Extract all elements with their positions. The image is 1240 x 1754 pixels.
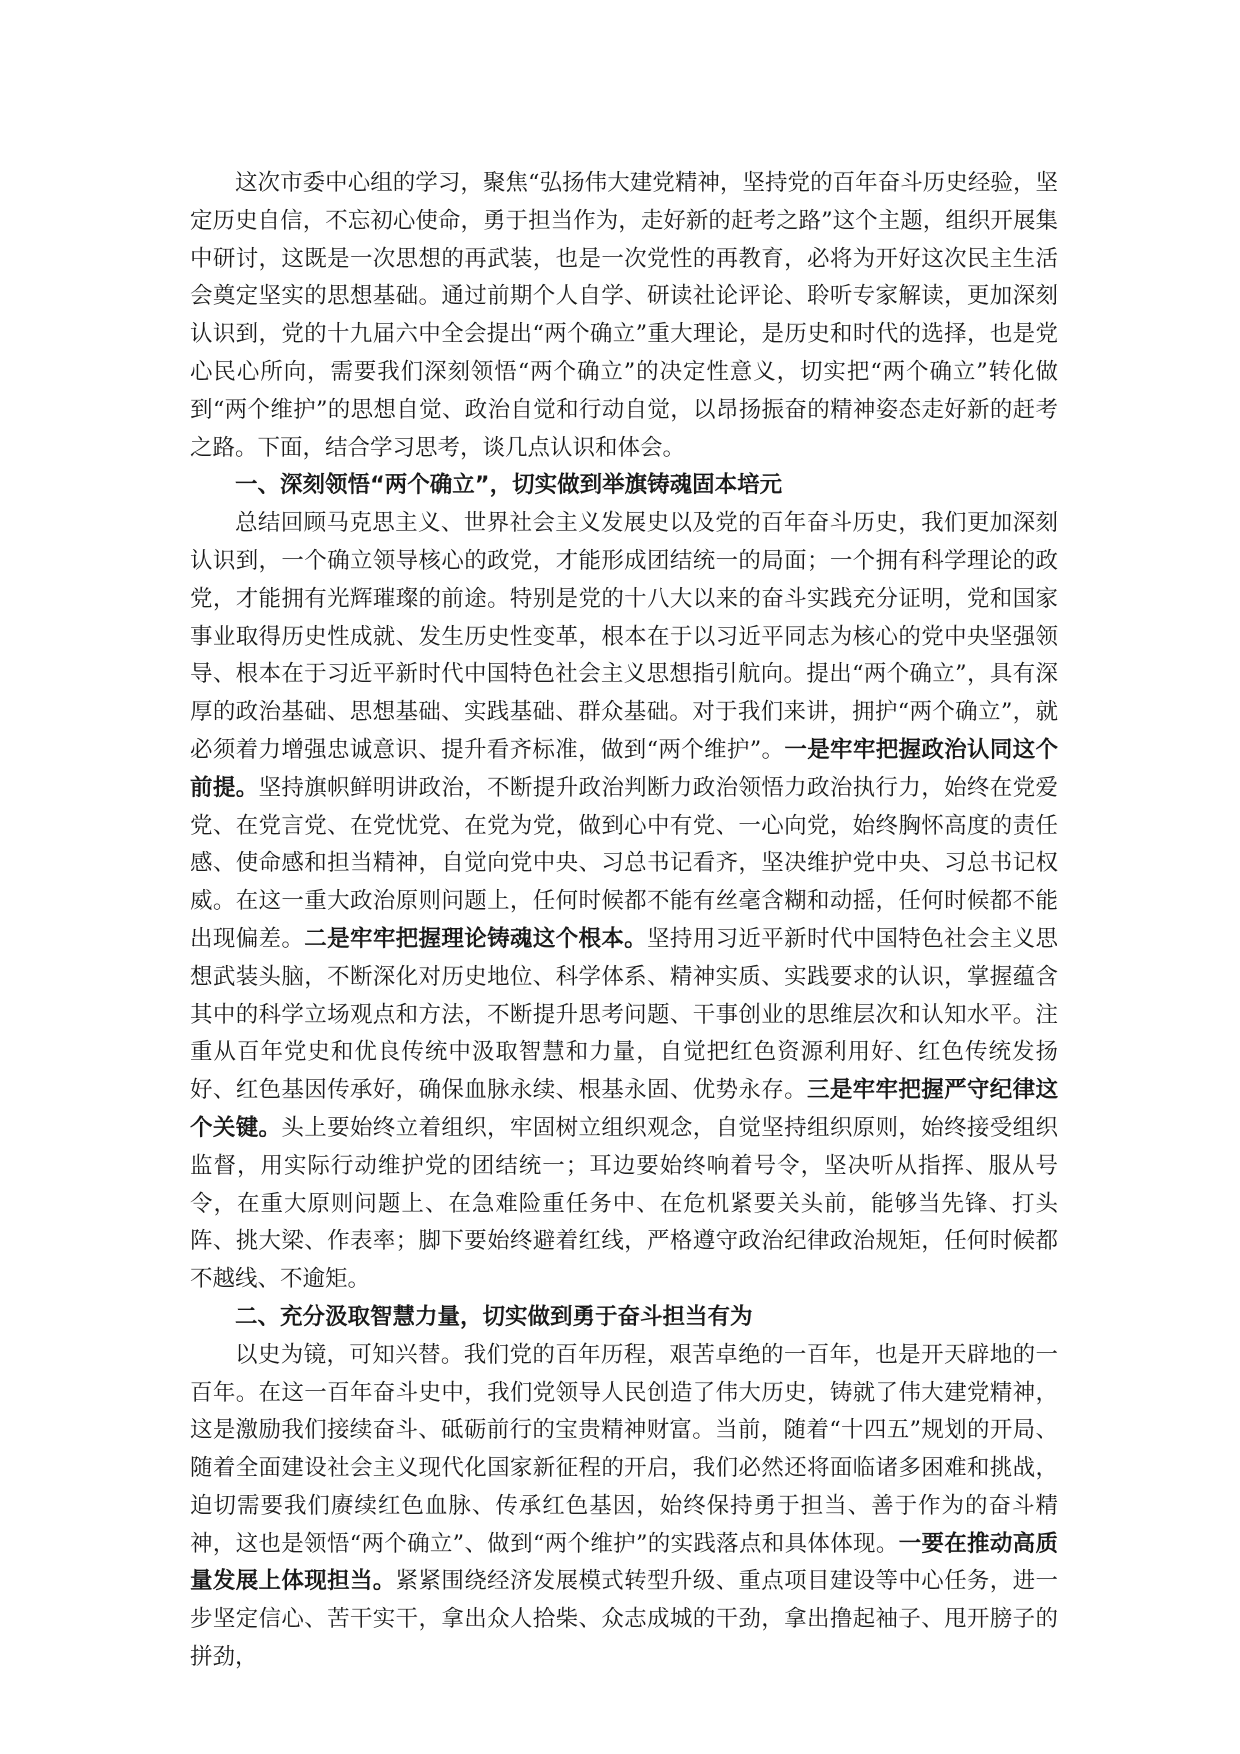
section-2-heading: 二、充分汲取智慧力量，切实做到勇于奋斗担当有为 (235, 1303, 753, 1330)
section-2-text-a: 以史为镜，可知兴替。我们党的百年历程，艰苦卓绝的一百年，也是开天辟地的一百年。在这一百年奋斗史中，我们党领导人民创造了伟大历史，铸就了伟大建党精神，这是激励我们接续奋斗、砥砺前行的宝贵精神财富。当前，随着“十四五”规划的开局、随着全面建设社会主义现代化国家新征程的开启，我们必然还将面临诸多困难和挑战，迫切需要我们赓续红色血脉、传承红色基因，始终保持勇于担当、善于作为的奋斗精神，这也是领悟“两个确立”、做到“两个维护”的实践落点和具体体现。 (190, 1341, 1058, 1557)
section-1-paragraph (190, 505, 1058, 1299)
section-1-text-c: 坚持用习近平新时代中国特色社会主义思想武装头脑，不断深化对历史地位、科学体系、精神实质、实践要求的认识，掌握蕴含其中的科学立场观点和方法，不断提升思考问题、干事创业的思维层次和认知水平。注重从百年党史和优良传统中汲取智慧和力量，自觉把红色资源利用好、红色传统发扬好、红色基因传承好，确保血脉永续、根基永固、优势永存。 (190, 925, 1058, 1104)
section-2-point-1: 一要在推动高质量发展上体现担当。 (190, 1530, 1058, 1595)
section-1-point-3: 三是牢牢把握严守纪律这个关键。 (190, 1077, 1058, 1141)
section-1-point-2: 二是牢牢把握理论铸魂这个根本。 (304, 925, 648, 952)
intro-paragraph: 这次市委中心组的学习，聚焦“弘扬伟大建党精神，坚持党的百年奋斗历史经验，坚定历史自信，不忘初心使命，勇于担当作为，走好新的赶考之路”这个主题，组织开展集中研讨，这既是一次思想的再武装，也是一次党性的再教育，必将为开好这次民主生活会奠定坚实的思想基础。通过前期个人自学、研读社论评论、聆听专家解读，更加深刻认识到，党的十九届六中全会提出“两个确立”重大理论，是历史和时代的选择，也是党心民心所向，需要我们深刻领悟“两个确立”的决定性意义，切实把“两个确立”转化做到“两个维护”的思想自觉、政治自觉和行动自觉，以昂扬振奋的精神姿态走好新的赶考之路。下面，结合学习思考，谈几点认识和体会。 (190, 170, 1058, 461)
section-2-paragraph (190, 1337, 1058, 1677)
section-2-text-b: 紧紧围绕经济发展模式转型升级、重点项目建设等中心任务，进一步坚定信心、苦干实干，拿出众人拾柴、众志成城的干劲，拿出撸起袖子、甩开膀子的拼劲， (190, 1568, 1058, 1671)
section-1-point-1: 一是牢牢把握政治认同这个前提。 (190, 736, 1058, 801)
section-1-text-b: 坚持旗帜鲜明讲政治，不断提升政治判断力政治领悟力政治执行力，始终在党爱党、在党言党、在党忧党、在党为党，做到心中有党、一心向党，始终胸怀高度的责任感、使命感和担当精神，自觉向党中央、习总书记看齐，坚决维护党中央、习总书记权威。在这一重大政治原则问题上，任何时候都不能有丝毫含糊和动摇，任何时候都不能出现偏差。 (190, 774, 1058, 952)
document-page (190, 165, 1058, 1677)
section-1-heading: 一、深刻领悟“两个确立”，切实做到举旗铸魂固本培元 (235, 472, 783, 499)
section-1-text-d: 头上要始终立着组织，牢固树立组织观念，自觉坚持组织原则，始终接受组织监督，用实际行动维护党的团结统一；耳边要始终响着号令，坚决听从指挥、服从号令，在重大原则问题上、在急难险重任务中、在危机紧要关头前，能够当先锋、打头阵、挑大梁、作表率；脚下要始终避着红线，严格遵守政治纪律政治规矩，任何时候都不越线、不逾矩。 (190, 1114, 1058, 1293)
section-1-text-a: 总结回顾马克思主义、世界社会主义发展史以及党的百年奋斗历史，我们更加深刻认识到，一个确立领导核心的政党，才能形成团结统一的局面；一个拥有科学理论的政党，才能拥有光辉璀璨的前途。特别是党的十八大以来的奋斗实践充分证明，党和国家事业取得历史性成就、发生历史性变革，根本在于以习近平同志为核心的党中央坚强领导、根本在于习近平新时代中国特色社会主义思想指引航向。提出“两个确立”，具有深厚的政治基础、思想基础、实践基础、群众基础。对于我们来讲，拥护“两个确立”，就必须着力增强忠诚意识、提升看齐标准，做到“两个维护”。 (190, 510, 1058, 763)
